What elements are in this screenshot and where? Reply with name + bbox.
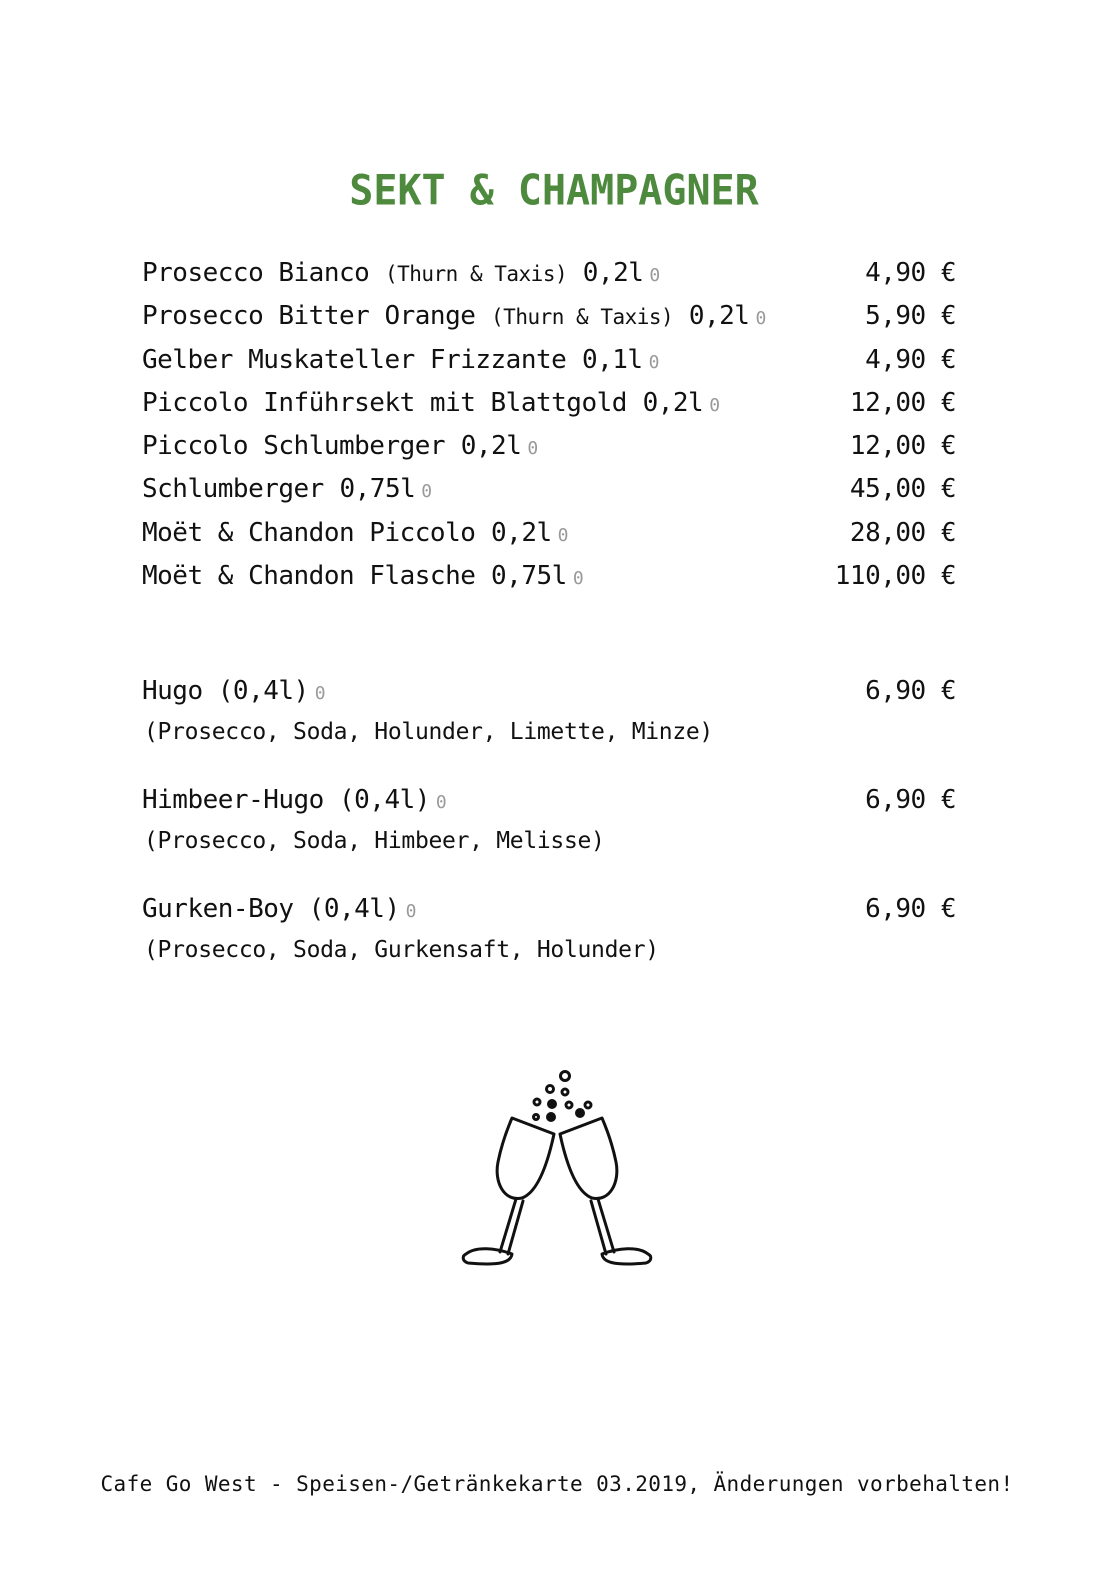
drink-name: Gurken-Boy (0,4l) bbox=[142, 894, 400, 924]
item-price: 4,90 € bbox=[865, 258, 956, 288]
item-volume: 0,2l bbox=[642, 387, 704, 418]
drink-marker: 0 bbox=[405, 901, 417, 922]
item-price: 12,00 € bbox=[849, 387, 956, 418]
mixed-drink-item bbox=[142, 779, 956, 888]
item-price: 5,90 € bbox=[865, 301, 956, 332]
item-name: Piccolo Inführsekt mit Blattgold bbox=[142, 387, 627, 418]
item-name: Moët & Chandon Piccolo bbox=[142, 517, 476, 548]
menu-item bbox=[142, 512, 956, 555]
drink-price: 6,90 € bbox=[865, 894, 956, 924]
menu-item bbox=[142, 382, 956, 425]
item-name: Gelber Muskateller Frizzante bbox=[142, 344, 567, 375]
item-volume: 0,75l bbox=[491, 561, 567, 592]
item-volume: 0,2l bbox=[460, 431, 522, 462]
drink-description: (Prosecco, Soda, Gurkensaft, Holunder) bbox=[144, 937, 659, 963]
item-name: Piccolo Schlumberger bbox=[142, 431, 446, 462]
item-name: Prosecco Bitter Orange bbox=[142, 301, 476, 332]
menu-item bbox=[142, 555, 956, 598]
item-marker: 0 bbox=[648, 351, 660, 373]
menu-item bbox=[142, 425, 956, 468]
item-volume: 0,2l bbox=[688, 301, 750, 332]
menu-item bbox=[142, 295, 956, 338]
menu-item bbox=[142, 252, 956, 295]
drink-marker: 0 bbox=[435, 792, 447, 813]
item-marker: 0 bbox=[755, 308, 767, 330]
sekt-list bbox=[142, 252, 956, 598]
item-producer: (Thurn & Taxis) bbox=[384, 262, 568, 286]
item-marker: 0 bbox=[527, 438, 539, 460]
item-producer: (Thurn & Taxis) bbox=[491, 305, 674, 330]
drink-description: (Prosecco, Soda, Himbeer, Melisse) bbox=[144, 828, 605, 854]
drink-name: Himbeer-Hugo (0,4l) bbox=[142, 785, 430, 815]
footer-note: Cafe Go West - Speisen-/Getränkekarte 03.2019, Änderungen vorbehalten! bbox=[100, 1472, 1014, 1496]
item-price: 110,00 € bbox=[834, 561, 956, 592]
item-volume: 0,2l bbox=[491, 517, 552, 548]
item-marker: 0 bbox=[649, 265, 661, 286]
item-price: 12,00 € bbox=[849, 431, 956, 462]
drink-price: 6,90 € bbox=[865, 785, 956, 815]
drink-price: 6,90 € bbox=[865, 676, 956, 706]
mixed-drink-item bbox=[142, 888, 956, 997]
mixed-drink-item bbox=[142, 670, 956, 779]
item-marker: 0 bbox=[421, 481, 433, 503]
menu-item bbox=[142, 339, 956, 382]
item-volume: 0,1l bbox=[581, 344, 643, 375]
mixed-drinks-list bbox=[142, 670, 956, 997]
item-marker: 0 bbox=[709, 394, 721, 416]
item-price: 4,90 € bbox=[865, 344, 956, 375]
drink-description: (Prosecco, Soda, Holunder, Limette, Minze) bbox=[144, 719, 713, 745]
item-name: Schlumberger bbox=[142, 474, 324, 505]
item-volume: 0,2l bbox=[582, 258, 644, 288]
item-marker: 0 bbox=[572, 568, 584, 590]
item-volume: 0,75l bbox=[339, 474, 416, 505]
item-price: 45,00 € bbox=[849, 474, 956, 505]
item-marker: 0 bbox=[557, 524, 569, 546]
drink-marker: 0 bbox=[314, 683, 326, 704]
page-title: SEKT & CHAMPAGNER bbox=[349, 166, 759, 216]
item-name: Moët & Chandon Flasche bbox=[142, 561, 476, 592]
item-name: Prosecco Bianco bbox=[142, 258, 370, 288]
drink-name: Hugo (0,4l) bbox=[142, 676, 309, 706]
menu-item bbox=[142, 468, 956, 511]
champagne-glasses-toast-icon bbox=[456, 1062, 656, 1282]
item-price: 28,00 € bbox=[849, 517, 956, 548]
